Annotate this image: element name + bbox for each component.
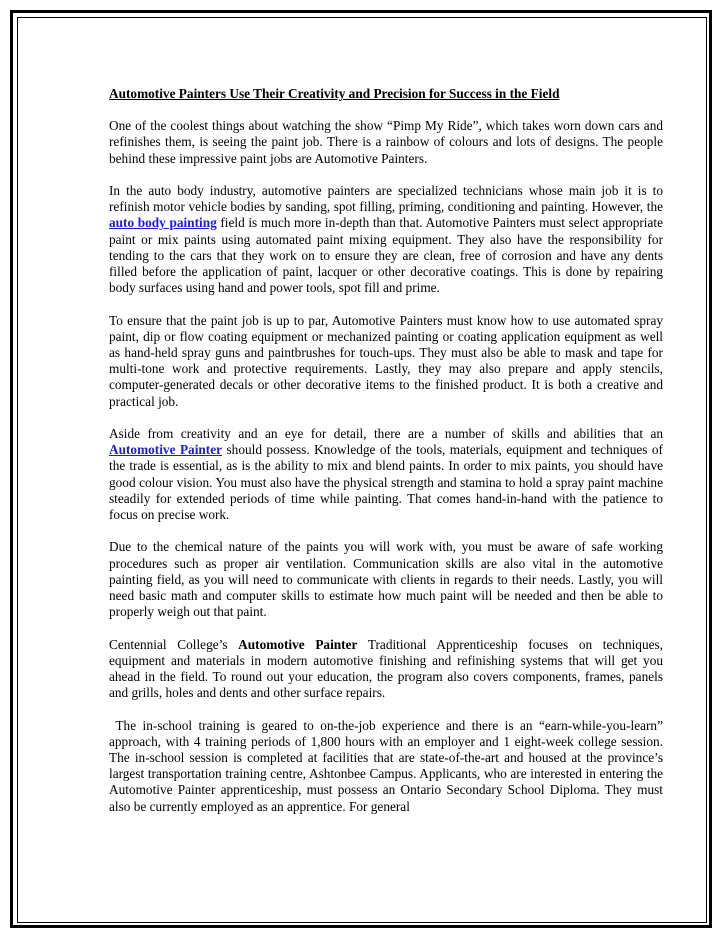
paragraph-6 xyxy=(109,637,663,702)
paragraph-2-text-a: In the auto body industry, automotive painters are specialized technicians whose main job it is to refinish motor vehicle bodies by sanding, spot filling, priming, conditioning and painting. However, the xyxy=(109,183,663,215)
paragraph-3: To ensure that the paint job is up to par, Automotive Painters must know how to use automated spray paint, dip or flow coating equipment or mechanized painting or coating application equipment as well as hand-held spray guns and paintbrushes for touch-ups. They must also be able to mask and tape for multi-tone work and protective requirements. Lastly, they may also prepare and apply stencils, computer-generated decals or other decorative items to the finished product. It is both a creative and practical job. xyxy=(109,312,663,409)
paragraph-5: Due to the chemical nature of the paints you will work with, you must be aware of safe working procedures such as proper air ventilation. Communication skills are also vital in the automotive painting field, as you will need to communicate with clients in regards to their needs. Lastly, you will need basic math and computer skills to estimate how much paint will be needed and then be able to properly weigh out that paint. xyxy=(109,539,663,620)
auto-body-painting-link[interactable]: auto body painting xyxy=(109,215,217,231)
paragraph-2-text-b: field is much more in-depth than that. Automotive Painters must select appropriate paint or mix paints using automated paint mixing equipment. They also have the responsibility for tending to the cars that they work on to ensure they are clean, free of corrosion and have any dents filled before the application of paint, lacquer or other decorative coatings. This is done by repairing body surfaces using hand and power tools, spot fill and prime. xyxy=(109,215,664,296)
paragraph-1: One of the coolest things about watching the show “Pimp My Ride”, which takes worn down cars and refinishes them, is seeing the paint job. There is a rainbow of colours and lots of designs. The people behind these impressive paint jobs are Automotive Painters. xyxy=(109,118,663,166)
document-title: Automotive Painters Use Their Creativity and Precision for Success in the Field xyxy=(109,86,560,101)
paragraph-6-text-a: Centennial College’s xyxy=(109,636,239,652)
paragraph-7: The in-school training is geared to on-the-job experience and there is an “earn-while-you-learn” approach, with 4 training periods of 1,800 hours with an employer and 1 eight-week college session. The in-school session is completed at facilities that are state-of-the-art and housed at the province’s largest transportation training centre, Ashtonbee Campus. Applicants, who are interested in entering the Automotive Painter apprenticeship, must possess an Ontario Secondary School Diploma. They must also be currently employed as an apprentice. For general xyxy=(109,717,667,814)
paragraph-6-text-b: Traditional Apprenticeship focuses on techniques, equipment and materials in modern automotive finishing and refinishing systems that will get you ahead in the field. To round out your education, the program also covers components, frames, panels and grills, holes and dents and other surface repairs. xyxy=(109,636,663,701)
document-body xyxy=(109,86,667,831)
automotive-painter-link[interactable]: Automotive Painter xyxy=(109,442,223,458)
paragraph-4-text-a: Aside from creativity and an eye for detail, there are a number of skills and abilities that an xyxy=(109,426,663,442)
paragraph-2 xyxy=(109,183,663,296)
paragraph-4 xyxy=(109,426,663,523)
automotive-painter-bold: Automotive Painter xyxy=(238,636,358,652)
paragraph-4-text-b: should possess. Knowledge of the tools, materials, equipment and techniques of the trade is essential, as is the ability to mix and blend paints. In order to mix paints, you should have good colour vision. You must also have the physical strength and stamina to hold a spray paint machine steadily for extended periods of time while painting. That comes hand-in-hand with the patience to focus on precise work. xyxy=(109,442,663,523)
